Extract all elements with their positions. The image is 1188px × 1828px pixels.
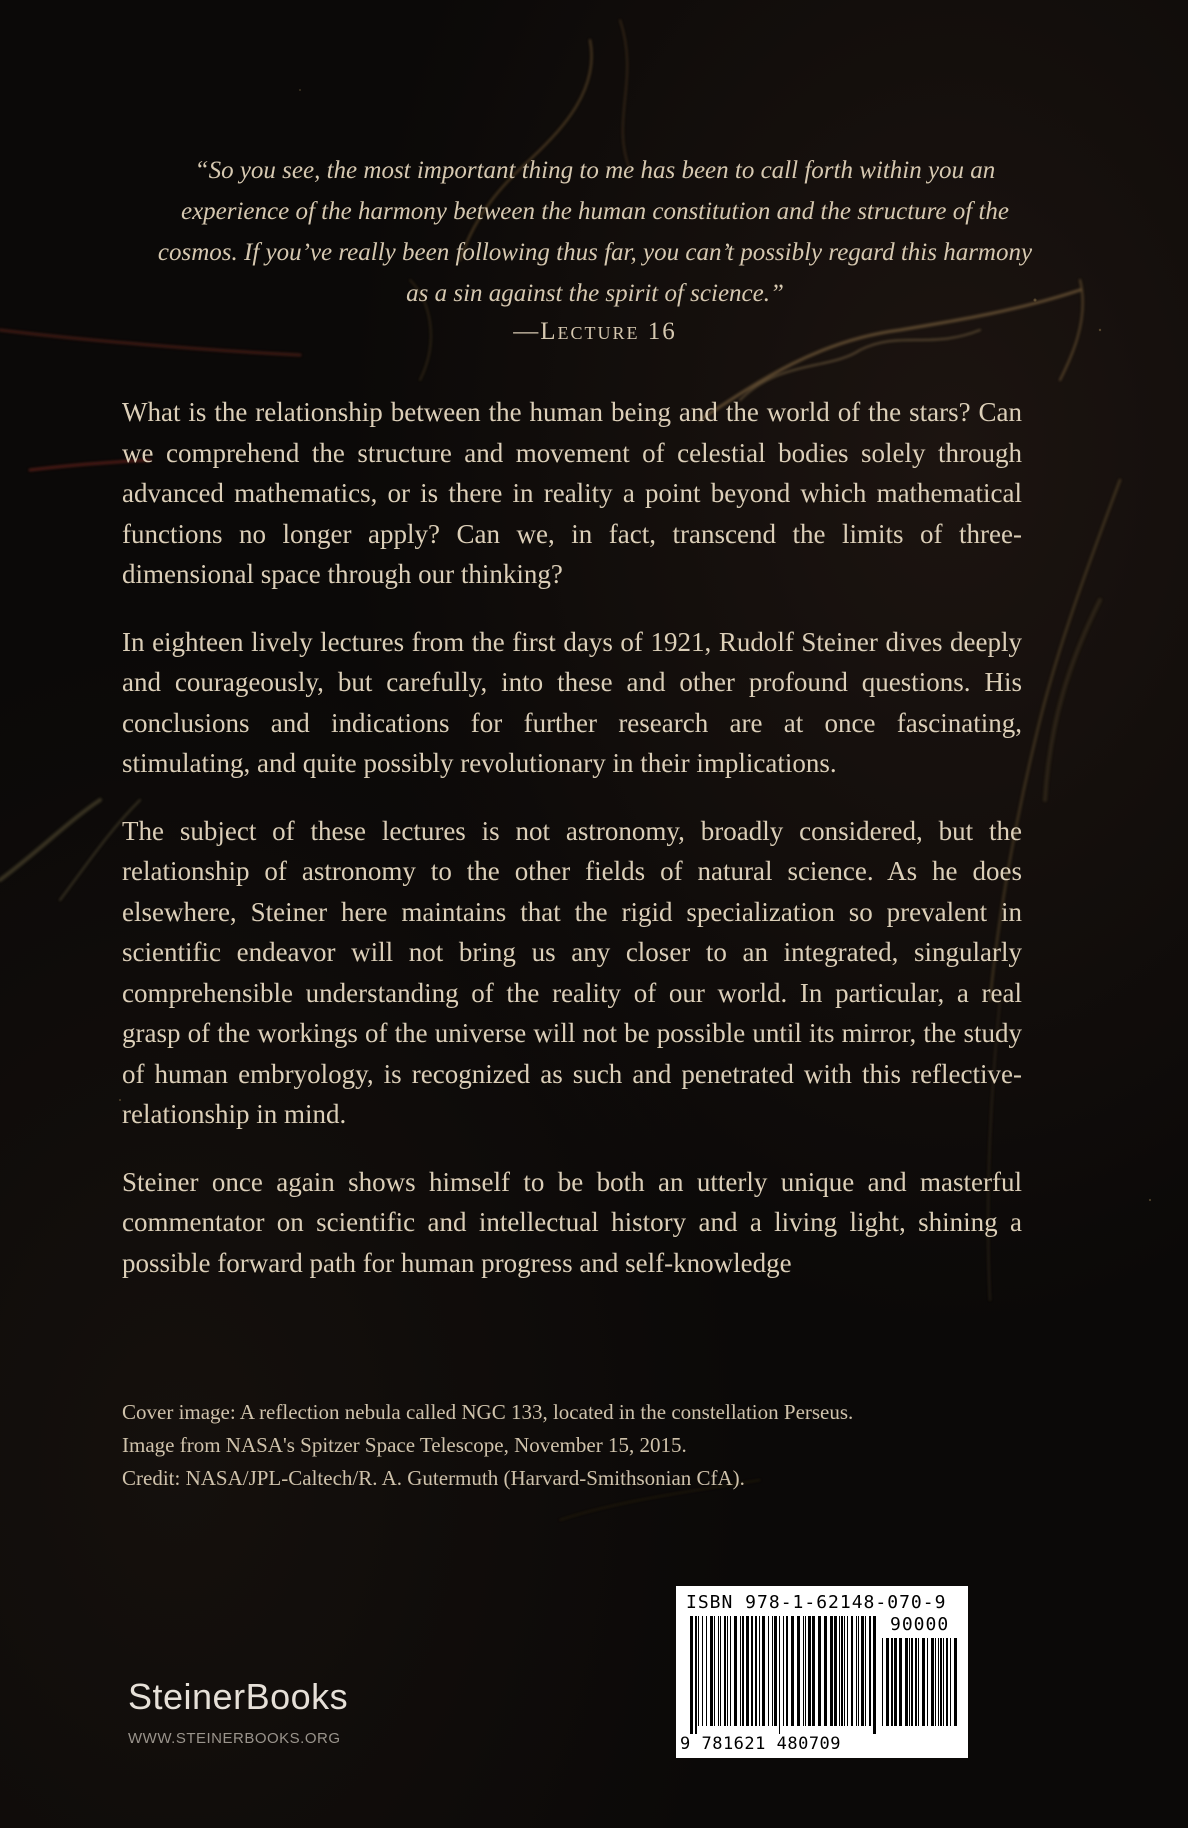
barcode-bar (909, 1638, 910, 1726)
barcode-bar (740, 1616, 741, 1726)
barcode-bar (927, 1638, 928, 1726)
barcode-bar (873, 1616, 876, 1734)
barcode-bar (727, 1616, 728, 1726)
barcode-bar (915, 1638, 917, 1726)
barcode-bar (844, 1616, 845, 1726)
barcode-bar (797, 1616, 800, 1726)
barcode-bar (783, 1616, 784, 1726)
barcode-bar (755, 1616, 757, 1726)
credit-line-1: Cover image: A reflection nebula called NGC 133, located in the constellation Perseus. (122, 1400, 854, 1424)
barcode-bar (858, 1616, 859, 1726)
barcode-bar (730, 1616, 731, 1726)
barcode-bar (786, 1616, 788, 1726)
barcode-bar (950, 1638, 951, 1726)
barcode-bar (938, 1638, 939, 1726)
barcode-bar (946, 1638, 948, 1726)
description-paragraph-4: Steiner once again shows himself to be both an utterly unique and masterful commentator on scientific and intellectual history and a living light, shining a possible forward path for human progress and self-knowledge (122, 1166, 1022, 1278)
barcode-bar (762, 1616, 765, 1726)
barcode-bar (911, 1638, 913, 1726)
barcode-bar (772, 1616, 773, 1726)
publisher-website: WWW.STEINERBOOKS.ORG (128, 1730, 341, 1747)
ean-barcode-bars (690, 1616, 878, 1734)
barcode-bar (746, 1616, 749, 1726)
barcode-bar (805, 1616, 806, 1726)
barcode-bar (759, 1616, 760, 1726)
barcode-bar (865, 1616, 866, 1726)
barcode-bar (791, 1616, 794, 1726)
isbn-label: ISBN 978-1-62148-070-9 (686, 1592, 947, 1613)
barcode-bar (768, 1616, 769, 1726)
barcode-bar (882, 1638, 883, 1726)
image-credits (122, 1396, 1022, 1495)
barcode-bar (803, 1616, 804, 1726)
barcode-bar (899, 1638, 902, 1726)
barcode-bar (818, 1616, 821, 1726)
barcode-bar (935, 1638, 936, 1726)
barcode-bar (702, 1616, 703, 1726)
barcode-bar (918, 1638, 919, 1726)
quote-text: “So you see, the most important thing to me has been to call forth within you an experience of the harmony between the human constitution and the structure of the cosmos. If you’ve really been following thus far, you can’t possibly regard this harmony as a sin against the spirit of science.” (157, 157, 1033, 307)
barcode-bar (830, 1616, 833, 1726)
barcode-bar (779, 1616, 780, 1734)
barcode-bar (808, 1616, 811, 1726)
barcode-bar (834, 1616, 837, 1726)
epigraph-quote (150, 150, 1040, 314)
barcode-bar (931, 1638, 934, 1726)
barcode-bar (905, 1638, 908, 1726)
credit-line-3: Credit: NASA/JPL-Caltech/R. A. Gutermuth (Harvard-Smithsonian CfA). (122, 1466, 745, 1490)
publisher-logo: SteinerBooks (128, 1676, 349, 1717)
barcode-bar (706, 1616, 707, 1726)
ean-digits: 9 781621 480709 (680, 1734, 842, 1754)
barcode-bar (954, 1638, 957, 1726)
cover-description (122, 392, 1022, 1310)
barcode-bar (724, 1616, 726, 1726)
barcode-bar (861, 1616, 864, 1726)
barcode-bar (922, 1638, 925, 1726)
barcode-bar (841, 1616, 843, 1726)
barcode-bar (839, 1616, 840, 1726)
barcode-bar (690, 1616, 693, 1734)
quote-attribution: —Lecture 16 (513, 318, 677, 345)
barcode-bar (812, 1616, 815, 1726)
description-paragraph-1: What is the relationship between the human being and the world of the stars? Can we comprehend the structure and movement of celestial bodies solely through advanced mathematics, or is there in reality a point beyond which mathematical functions no longer apply? Can we, in fact, transcend the limits of three-dimensional space through our thinking? (122, 397, 1022, 589)
barcode-bar (851, 1616, 853, 1726)
barcode-bar (891, 1638, 893, 1726)
credit-line-2: Image from NASA's Spitzer Space Telescope, November 15, 2015. (122, 1433, 687, 1457)
barcode-bar (714, 1616, 715, 1726)
barcode-bar (847, 1616, 848, 1726)
barcode-bar (751, 1616, 753, 1726)
barcode-bar (943, 1638, 944, 1726)
barcode-bar (695, 1616, 697, 1734)
barcode-bar (886, 1638, 889, 1726)
barcode-bar (734, 1616, 737, 1726)
addon-barcode-bars (882, 1638, 962, 1734)
barcode-bar (710, 1616, 713, 1726)
barcode-bar (824, 1616, 827, 1726)
barcode-bar (742, 1616, 744, 1726)
isbn-barcode (676, 1586, 968, 1758)
price-code: 90000 (890, 1614, 950, 1635)
barcode-bar (894, 1638, 897, 1726)
barcode-bar (856, 1616, 857, 1726)
barcode-bar (720, 1616, 721, 1726)
barcode-bar (940, 1638, 942, 1726)
description-paragraph-2: In eighteen lively lectures from the first days of 1921, Rudolf Steiner dives deeply and courageously, but carefully, into these and other profound questions. His conclusions and indications for further research are at once fascinating, stimulating, and quite possibly revolutionary in their implications. (122, 626, 1022, 778)
barcode-bar (718, 1616, 719, 1726)
barcode-bar (774, 1616, 777, 1726)
barcode-bar (869, 1616, 871, 1726)
barcode-bar (698, 1616, 699, 1726)
description-paragraph-3: The subject of these lectures is not astronomy, broadly considered, but the relationship of astronomy to the other fields of natural science. As he does elsewhere, Steiner here maintains that the rigid specialization so prevalent in scientific endeavor will not bring us any closer to an integrated, singularly comprehensible understanding of the reality of our world. In particular, a real grasp of the workings of the universe will not be possible until its mirror, the study of human embryology, is recognized as such and penetrated with this reflective-relationship in mind. (122, 815, 1022, 1129)
